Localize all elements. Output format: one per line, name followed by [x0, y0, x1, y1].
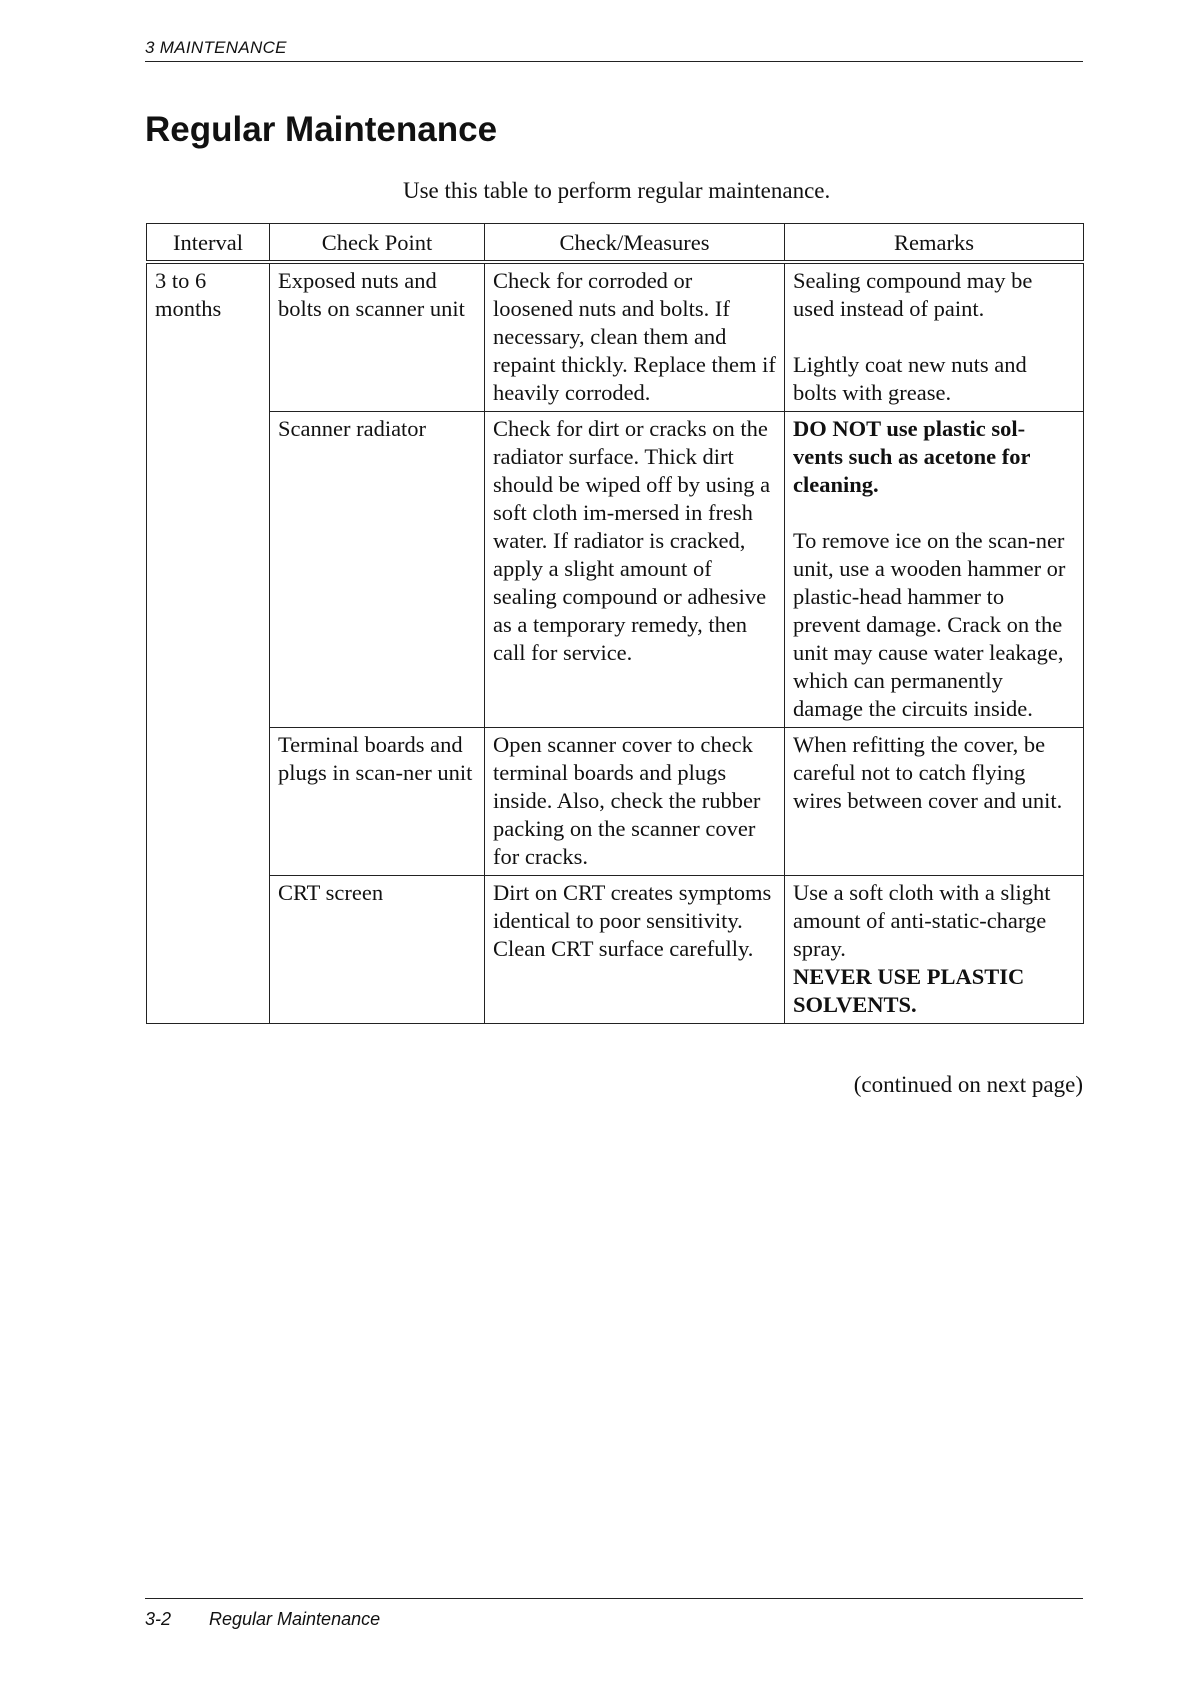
interval-text: 3 to 6 months: [155, 268, 222, 321]
interval-cell: [147, 262, 270, 1024]
measures-cell: Check for dirt or cracks on the radiator surface. Thick dirt should be wiped off by using a soft cloth im-mersed in fresh water. If radiator is cracked, apply a slight amount of sealing compound or adhesive as a temporary remedy, then call for service.: [485, 412, 785, 728]
remarks-cell: [785, 876, 1084, 1024]
remarks-text: Sealing compound may be used instead of paint.: [793, 268, 1033, 321]
continued-note: (continued on next page): [853, 1072, 1083, 1097]
remarks-text: Use a soft cloth with a slight amount of anti-static-charge spray.: [793, 880, 1051, 961]
page-title: Regular Maintenance: [145, 110, 498, 149]
table-row: [147, 262, 1084, 412]
remarks-cell: [785, 262, 1084, 412]
measures-cell: Open scanner cover to check terminal boards and plugs inside. Also, check the rubber packing on the scanner cover for cracks.: [485, 728, 785, 876]
check-point-cell: Exposed nuts and bolts on scanner unit: [270, 262, 485, 412]
page-footer: [145, 1609, 380, 1630]
check-point-cell: Scanner radiator: [270, 412, 485, 728]
intro-text: Use this table to perform regular maintenance.: [403, 178, 831, 203]
table-row: [147, 728, 1084, 876]
header-rule: [145, 61, 1083, 62]
remarks-warning: DO NOT use plastic sol-vents such as acetone for cleaning.: [793, 416, 1031, 497]
header-check-measures: Check/Measures: [485, 224, 785, 263]
remarks-cell: [785, 412, 1084, 728]
table-row: [147, 876, 1084, 1024]
maintenance-table: [146, 223, 1084, 1024]
measures-cell: Dirt on CRT creates symptoms identical to poor sensitivity. Clean CRT surface carefully.: [485, 876, 785, 1024]
table-header-row: [147, 224, 1084, 263]
header-interval: Interval: [147, 224, 270, 263]
measures-cell: Check for corroded or loosened nuts and bolts. If necessary, clean them and repaint thickly. Replace them if heavily corroded.: [485, 262, 785, 412]
table-row: [147, 412, 1084, 728]
page-number: 3-2: [145, 1609, 172, 1629]
footer-section-title: Regular Maintenance: [209, 1609, 381, 1629]
running-header: 3 MAINTENANCE: [145, 38, 287, 57]
remarks-cell: When refitting the cover, be careful not to catch flying wires between cover and unit.: [785, 728, 1084, 876]
footer-rule: [145, 1598, 1083, 1599]
check-point-cell: Terminal boards and plugs in scan-ner unit: [270, 728, 485, 876]
header-remarks: Remarks: [785, 224, 1084, 263]
remarks-text: Lightly coat new nuts and bolts with grease.: [793, 352, 1027, 405]
check-point-cell: CRT screen: [270, 876, 485, 1024]
remarks-text: To remove ice on the scan-ner unit, use a wooden hammer or plastic-head hammer to prevent damage. Crack on the unit may cause water leakage, which can permanently damage the circuits inside.: [793, 528, 1066, 721]
remarks-warning: NEVER USE PLASTIC SOLVENTS.: [793, 964, 1025, 1017]
header-check-point: Check Point: [270, 224, 485, 263]
